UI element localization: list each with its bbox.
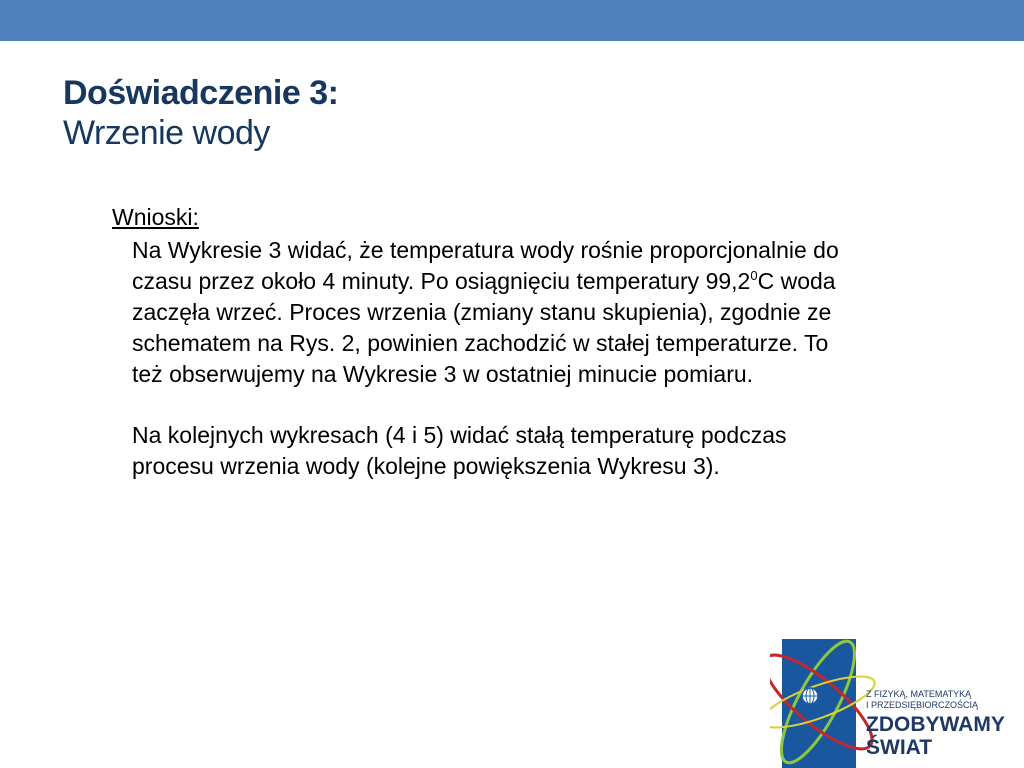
slide-content [112,202,852,482]
paragraph-1-text-a: Na Wykresie 3 widać, że temperatura wody rośnie proporcjonalnie do czasu przez około 4 minuty. Po osiągnięciu temperatury 99,2 [132,237,839,294]
degree-superscript: 0 [750,268,758,283]
slide-title [63,73,338,153]
paragraph-1-text-b: C woda zaczęła wrzeć. Proces wrzenia (zmiany stanu skupienia), zgodnie ze schematem na Rys. 2, powinien zachodzić w stałej temperaturze. To też obserwujemy na Wykresie 3 w ostatniej minucie pomiaru. [132,268,836,387]
logo-line-2: I PRZEDSIĘBIORCZOŚCIĄ [866,700,979,710]
top-bar [0,0,1024,41]
conclusion-paragraph-1 [132,235,852,390]
logo-blue-box-shade [782,639,856,768]
title-subtitle: Wrzenie wody [63,114,270,152]
logo-line-4: ŚWIAT [866,736,933,759]
conclusion-paragraph-2: Na kolejnych wykresach (4 i 5) widać stałą temperaturę podczas procesu wrzenia wody (kolejne powiększenia Wykresu 3). [132,422,787,479]
conclusions-heading: Wnioski: [112,204,199,230]
logo-line-1: Z FIZYKĄ, MATEMATYKĄ [866,689,972,699]
title-main: Doświadczenie 3: [63,74,339,112]
project-logo [770,622,1024,768]
logo-line-3: ZDOBYWAMY [866,713,1005,736]
